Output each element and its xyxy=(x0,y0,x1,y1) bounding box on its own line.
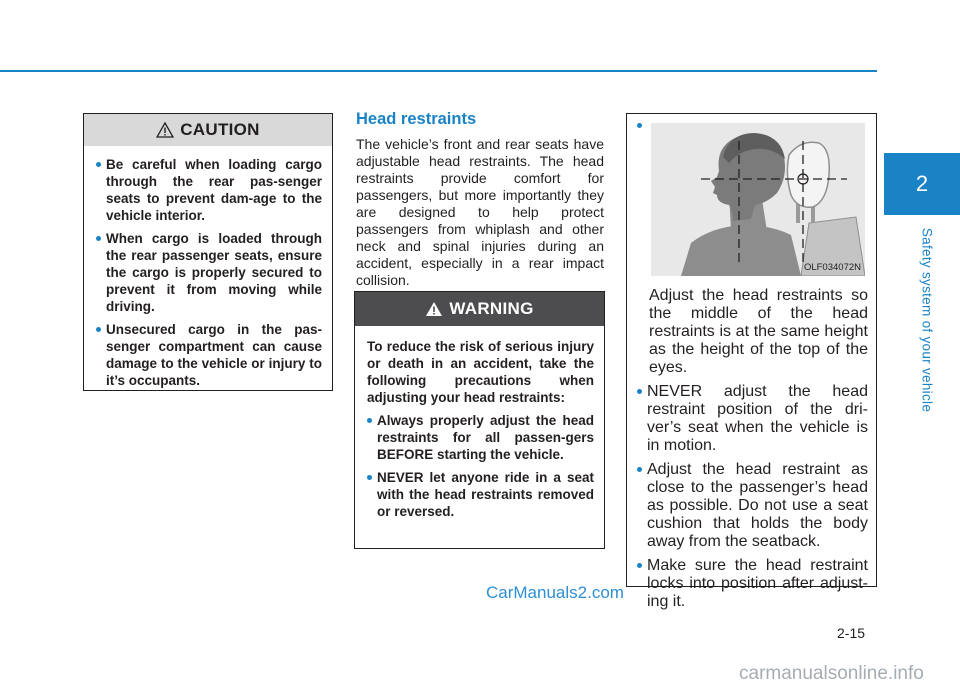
section-body: The vehicle’s front and rear seats have adjustable head restraints. The head restraints provide comfort for passengers, but more importantly they are designed to help protect passengers from whiplash and other neck and spinal injuries during an accident, especially in a rear impact collision. xyxy=(356,136,604,288)
warning-list xyxy=(367,412,594,520)
warning-header xyxy=(355,292,604,326)
caution-triangle-icon xyxy=(156,122,174,138)
right-list xyxy=(637,383,868,611)
section-title: Head restraints xyxy=(356,110,477,128)
caution-title: CAUTION xyxy=(180,120,260,139)
chapter-title: Safety system of your vehicle xyxy=(919,227,935,413)
page-number: 2-15 xyxy=(837,625,866,641)
head-restraint-diagram xyxy=(651,123,865,276)
warning-item: Always properly adjust the head restraints for all passen-gers BEFORE starting the vehicle. xyxy=(367,412,594,463)
right-item: Adjust the head restraint as close to the passenger’s head as possible. Do not use a seat cushion that holds the body away from the seatback. xyxy=(637,461,868,551)
head-restraint-illustration xyxy=(651,123,865,276)
chapter-tab xyxy=(884,153,960,215)
warning-item: NEVER let anyone ride in a seat with the head restraints removed or reversed. xyxy=(367,469,594,520)
header-rule xyxy=(0,70,877,72)
chapter-number: 2 xyxy=(915,171,929,196)
caution-header xyxy=(84,114,332,146)
caution-item: Be careful when loading cargo through the rear pas-senger seats to prevent dam-age to the vehicle interior. xyxy=(96,156,322,224)
warning-box xyxy=(354,291,605,549)
caution-box xyxy=(83,113,333,391)
caution-item: When cargo is loaded through the rear passenger seats, ensure the cargo is properly secured to prevent it from moving while driving. xyxy=(96,230,322,315)
warning-title: WARNING xyxy=(449,299,534,318)
caution-list xyxy=(96,156,322,389)
caution-item: Unsecured cargo in the pas-senger compartment can cause damage to the vehicle or injury to it’s occupants. xyxy=(96,321,322,389)
illustration-code: OLF034072N xyxy=(803,262,861,273)
carmanuals-watermark-link[interactable]: CarManuals2.com xyxy=(486,583,624,602)
head-restraint-warning-box xyxy=(626,113,877,610)
right-item: Make sure the head restraint locks into position after adjust-ing it. xyxy=(637,557,868,611)
chapter-side-label xyxy=(917,227,937,413)
warning-triangle-icon xyxy=(425,301,443,317)
carmanualsonline-watermark: carmanualsonline.info xyxy=(739,663,924,684)
right-item: NEVER adjust the head restraint position of the dri-ver’s seat when the vehicle is in motion. xyxy=(637,383,868,455)
warning-intro: To reduce the risk of serious injury or death in an accident, take the following precautions when adjusting your head restraints: xyxy=(367,339,594,405)
adjust-instruction: Adjust the head restraints so the middle of the head restraints is at the same height as the height of the top of the eyes. xyxy=(649,287,868,376)
